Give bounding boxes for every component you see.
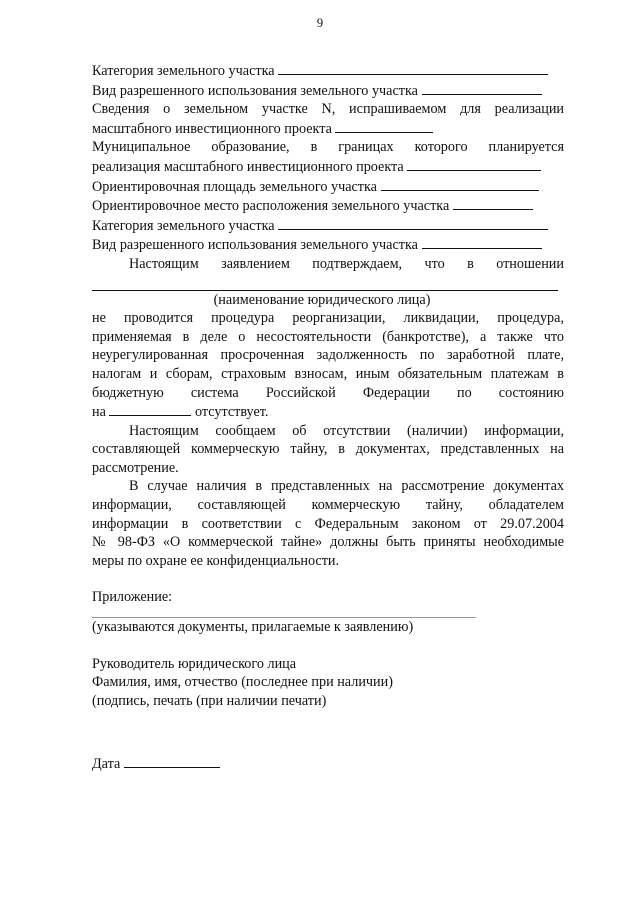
case-info-line: № 98-ФЗ «О коммерческой тайне» должны быть приняты необходимые	[92, 534, 564, 551]
signature-stamp: (подпись, печать (при наличии печати)	[92, 692, 327, 709]
date-field: Дата	[92, 754, 564, 774]
field-municipality-line2: реализация масштабного инвестиционного проекта	[92, 157, 564, 177]
attachment-caption: (указываются документы, прилагаемые к заявлению)	[92, 619, 414, 636]
land-category-2-blank[interactable]	[278, 216, 548, 230]
legal-entity-name-blank[interactable]	[92, 274, 558, 291]
field-land-info-line1: Сведения о земельном участке N, испрашиваемом для реализации	[92, 101, 564, 118]
field-permitted-use: Вид разрешенного использования земельного участка	[92, 81, 564, 101]
attachment-blank[interactable]	[92, 607, 476, 618]
field-land-info-line2: масштабного инвестиционного проекта	[92, 119, 564, 139]
confirmation-intro: Настоящим заявлением подтверждаем, что в отношении	[129, 255, 564, 272]
land-info-blank[interactable]	[335, 119, 433, 133]
attachment-label: Приложение:	[92, 589, 173, 606]
signature-title: Руководитель юридического лица	[92, 655, 297, 672]
confirmation-line: бюджетную система Российской Федерации по состоянию	[92, 384, 564, 401]
case-info-line: информации в соответствии с Федеральным законом от 29.07.2004	[92, 515, 564, 532]
confirmation-line: налогам и сборам, страховым взносам, иным обязательным платежам в	[92, 365, 564, 382]
secret-info-line: составляющей коммерческую тайну, в документах, представленных на	[92, 441, 564, 458]
status-date-blank[interactable]	[109, 402, 191, 416]
field-municipality-line1: Муниципальное образование, в границах которого планируется	[92, 139, 564, 156]
location-blank[interactable]	[453, 196, 533, 210]
secret-info-line: Настоящим сообщаем об отсутствии (наличии) информации,	[129, 422, 564, 439]
case-info-line: меры по охране ее конфиденциальности.	[92, 552, 340, 569]
field-land-category: Категория земельного участка	[92, 61, 564, 81]
date-blank[interactable]	[124, 754, 220, 768]
permitted-use-blank[interactable]	[422, 81, 542, 95]
secret-info-line: рассмотрение.	[92, 459, 179, 476]
page-number: 9	[316, 16, 324, 30]
field-land-category-2: Категория земельного участка	[92, 216, 564, 236]
field-location: Ориентировочное место расположения земельного участка	[92, 196, 564, 216]
confirmation-line: неурегулированная просроченная задолженность по заработной плате,	[92, 347, 564, 364]
permitted-use-2-blank[interactable]	[422, 235, 542, 249]
field-area: Ориентировочная площадь земельного участка	[92, 177, 564, 197]
municipality-blank[interactable]	[407, 157, 541, 171]
confirmation-line: не проводится процедура реорганизации, ликвидации, процедура,	[92, 310, 564, 327]
area-blank[interactable]	[381, 177, 539, 191]
case-info-line: информации, составляющей коммерческую тайну, обладателем	[92, 497, 564, 514]
land-category-blank[interactable]	[278, 61, 548, 75]
signature-name: Фамилия, имя, отчество (последнее при наличии)	[92, 674, 393, 691]
case-info-line: В случае наличия в представленных на рассмотрение документах	[129, 478, 564, 495]
form-body	[92, 61, 564, 774]
confirmation-date-line: на отсутствует.	[92, 404, 269, 421]
legal-entity-caption: (наименование юридического лица)	[213, 291, 431, 308]
confirmation-line: применяемая в деле о несостоятельности (банкротстве), а также что	[92, 328, 564, 345]
field-permitted-use-2: Вид разрешенного использования земельного участка	[92, 235, 564, 255]
